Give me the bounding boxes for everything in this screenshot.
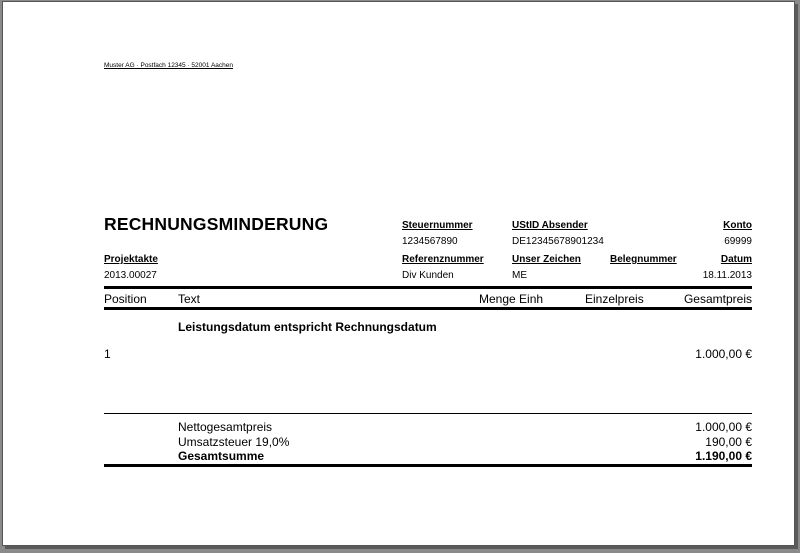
totals-top-rule xyxy=(104,413,752,414)
ust-label: Umsatzsteuer 19,0% xyxy=(178,435,290,449)
column-header-position: Position xyxy=(104,292,147,306)
projektakte-value: 2013.00027 xyxy=(104,270,157,281)
netto-label: Nettogesamtpreis xyxy=(178,420,273,434)
konto-value: 69999 xyxy=(724,236,752,247)
netto-value: 1.000,00 € xyxy=(695,420,752,434)
gesamtsumme-value: 1.190,00 € xyxy=(695,449,752,463)
datum-value: 18.11.2013 xyxy=(702,270,752,281)
document-page xyxy=(2,1,795,546)
document-title: RECHNUNGSMINDERUNG xyxy=(104,214,329,234)
steuernummer-label: Steuernummer xyxy=(402,220,473,231)
item-position: 1 xyxy=(104,347,111,361)
ustid-label: UStID Absender xyxy=(512,220,588,231)
table-top-rule xyxy=(104,286,752,289)
ustid-value: DE12345678901234 xyxy=(512,236,604,247)
belegnummer-label: Belegnummer xyxy=(610,254,677,265)
totals-bottom-rule xyxy=(104,464,752,467)
column-header-text: Text xyxy=(178,292,201,306)
column-header-einzelpreis: Einzelpreis xyxy=(585,292,644,306)
service-date-note: Leistungsdatum entspricht Rechnungsdatum xyxy=(178,320,437,334)
konto-label: Konto xyxy=(723,220,752,231)
unser-zeichen-label: Unser Zeichen xyxy=(512,254,581,265)
referenznummer-label: Referenznummer xyxy=(402,254,484,265)
referenznummer-value: Div Kunden xyxy=(402,270,454,281)
table-header-bottom-rule xyxy=(104,307,752,310)
projektakte-label: Projektakte xyxy=(104,254,158,265)
steuernummer-value: 1234567890 xyxy=(402,236,458,247)
sender-address-line: Muster AG · Postfach 12345 · 52001 Aachen xyxy=(104,62,233,69)
item-gesamtpreis: 1.000,00 € xyxy=(695,347,752,361)
column-header-gesamtpreis: Gesamtpreis xyxy=(683,292,752,306)
ust-value: 190,00 € xyxy=(705,435,752,449)
column-header-menge: Menge Einh xyxy=(479,292,544,306)
gesamtsumme-label: Gesamtsumme xyxy=(178,449,265,463)
datum-label: Datum xyxy=(720,254,752,265)
unser-zeichen-value: ME xyxy=(512,270,527,281)
